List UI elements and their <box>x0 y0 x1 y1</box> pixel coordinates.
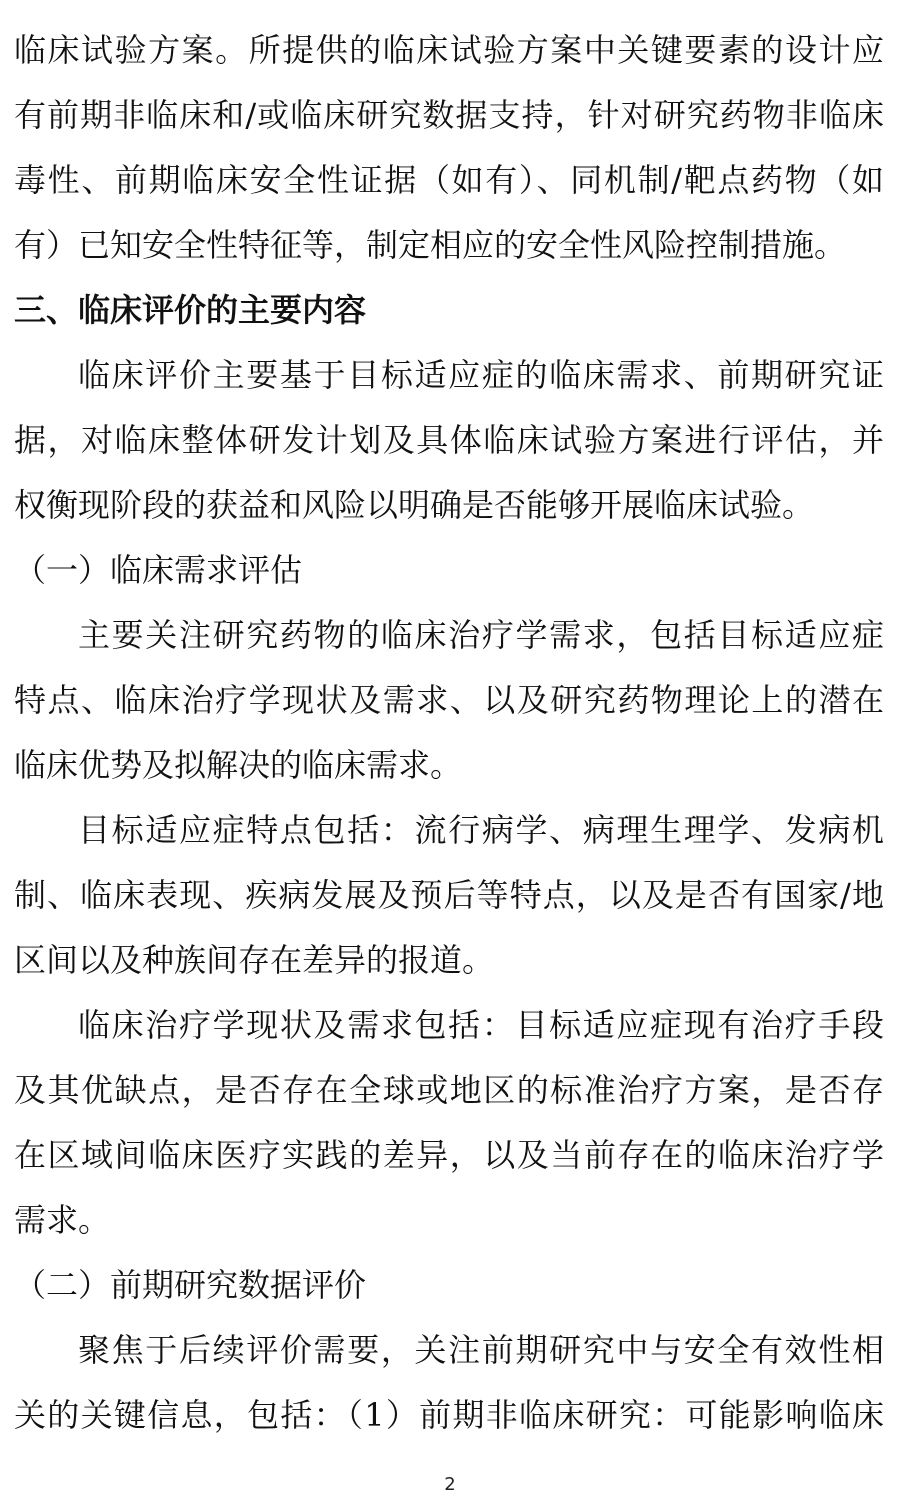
paragraph-line: 区间以及种族间存在差异的报道。 <box>14 941 495 979</box>
paragraph-line: 临床评价主要基于目标适应症的临床需求、前期研究证 <box>78 356 884 394</box>
paragraph-line: 临床试验方案。所提供的临床试验方案中关键要素的设计应 <box>14 31 884 69</box>
paragraph-line: 毒性、前期临床安全性证据（如有）、同机制/靶点药物（如 <box>14 161 884 199</box>
paragraph-line: 聚焦于后续评价需要，关注前期研究中与安全有效性相 <box>78 1331 884 1369</box>
paragraph-line: 临床治疗学现状及需求包括：目标适应症现有治疗手段 <box>78 1006 884 1044</box>
paragraph-line: 关的关键信息，包括：（1）前期非临床研究：可能影响临床 <box>14 1396 884 1434</box>
paragraph-line: 在区域间临床医疗实践的差异，以及当前存在的临床治疗学 <box>14 1136 884 1174</box>
body-text <box>14 18 884 1448</box>
page-number: 2 <box>444 1474 456 1495</box>
paragraph-line: 制、临床表现、疾病发展及预后等特点，以及是否有国家/地 <box>14 876 884 914</box>
paragraph-line: 据，对临床整体研发计划及具体临床试验方案进行评估，并 <box>14 421 884 459</box>
section-heading: 三、临床评价的主要内容 <box>14 291 367 329</box>
paragraph-line: 有前期非临床和/或临床研究数据支持，针对研究药物非临床 <box>14 96 884 134</box>
paragraph-line: 目标适应症特点包括：流行病学、病理生理学、发病机 <box>78 811 884 849</box>
paragraph-line: 特点、临床治疗学现状及需求、以及研究药物理论上的潜在 <box>14 681 884 719</box>
paragraph-line: 需求。 <box>14 1201 111 1239</box>
paragraph-line: 及其优缺点，是否存在全球或地区的标准治疗方案，是否存 <box>14 1071 884 1109</box>
paragraph-line: 权衡现阶段的获益和风险以明确是否能够开展临床试验。 <box>14 486 815 524</box>
subsection-heading: （二）前期研究数据评价 <box>14 1266 367 1304</box>
paragraph-line: 临床优势及拟解决的临床需求。 <box>14 746 463 784</box>
subsection-heading: （一）临床需求评估 <box>14 551 303 589</box>
paragraph-line: 有）已知安全性特征等，制定相应的安全性风险控制措施。 <box>14 226 847 264</box>
paragraph-line: 主要关注研究药物的临床治疗学需求，包括目标适应症 <box>78 616 884 654</box>
